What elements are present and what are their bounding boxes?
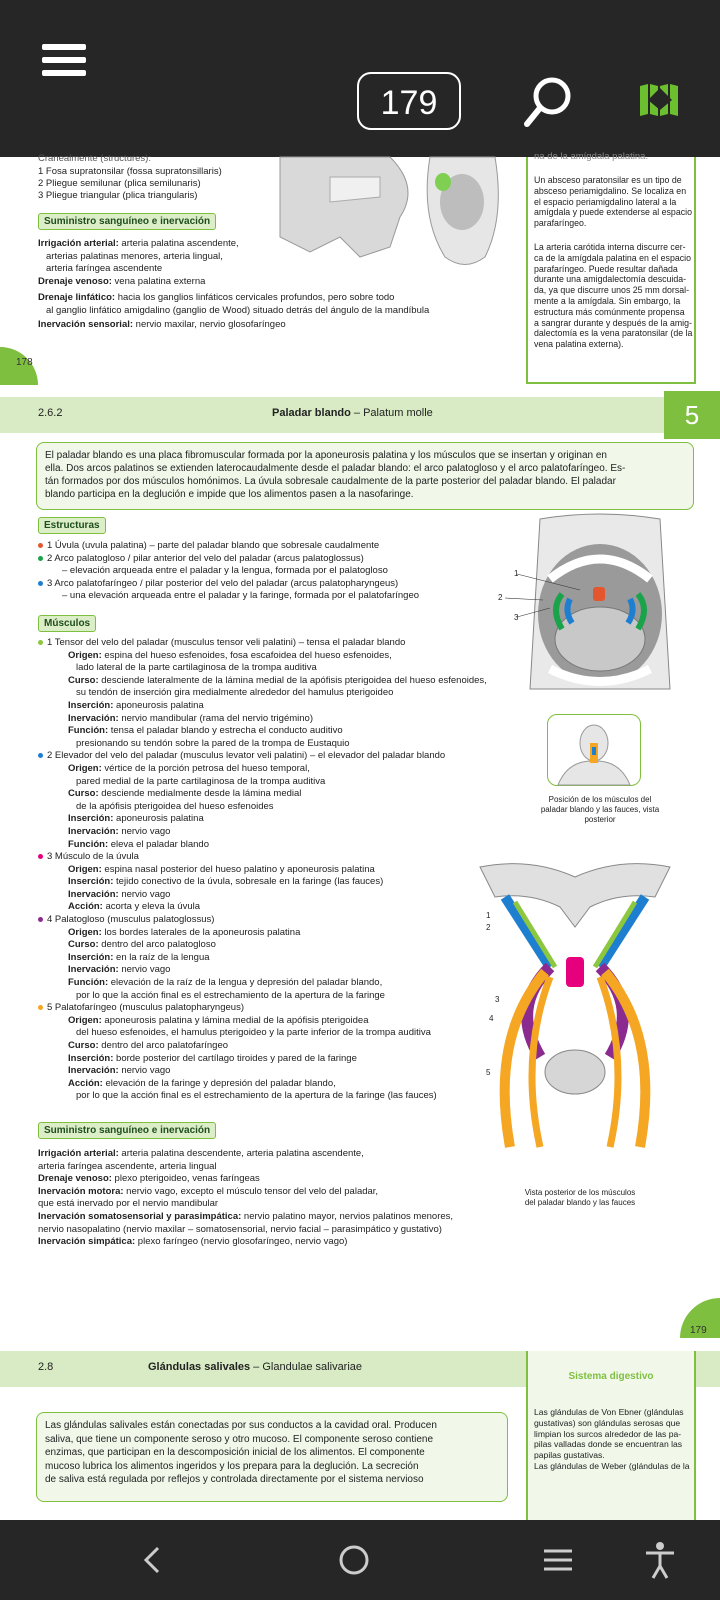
text: arteria faríngea ascendente bbox=[46, 263, 163, 274]
side-text: parafaríngeo. bbox=[534, 218, 587, 229]
musculos-label: Músculos bbox=[38, 615, 96, 632]
label: Drenaje venoso: bbox=[38, 276, 112, 287]
muscle-item: Inserción: aponeurosis palatina bbox=[68, 813, 204, 825]
muscle-item: Inserción: en la raíz de la lengua bbox=[68, 951, 210, 963]
label: Inervación sensorial: bbox=[38, 319, 134, 330]
section-title: Glándulas salivales bbox=[148, 1361, 251, 1373]
side-text: Las glándulas de Von Ebner (glándulas bbox=[534, 1407, 684, 1417]
side-text: parafaríngeo. Puede resultar dañada bbox=[534, 263, 678, 274]
supply-item: Irrigación arterial: arteria palatina descendente, arteria palatina ascendente, bbox=[38, 1148, 364, 1159]
muscle-item: su tendón de inserción gira medialmente alrededor del hamulus pterigoideo bbox=[76, 687, 394, 699]
side-text: pilas valladas donde se encuentran las bbox=[534, 1439, 683, 1450]
text: al ganglio linfático amigdalino (ganglio de Wood) situado detrás del ángulo de la mandíbula bbox=[46, 305, 430, 316]
side-text: amígdala y puede extenderse al espacio bbox=[534, 207, 692, 218]
figure-caption: Vista posterior de los músculos bbox=[524, 1188, 636, 1197]
supply-item: Inervación simpática: plexo faríngeo (nervio glosofaríngeo, nervio vago) bbox=[38, 1236, 348, 1248]
side-text: da, ya que discurre unos 25 mm dorsal- bbox=[534, 285, 689, 296]
figure-label: 1 bbox=[486, 911, 491, 920]
sidebar-note-box bbox=[526, 151, 696, 384]
system-nav-bar bbox=[0, 1520, 720, 1600]
document-page[interactable] bbox=[0, 151, 720, 1520]
text: hacia los ganglios linfáticos cervicales profundos, pero sobre todo bbox=[115, 292, 395, 303]
structure-item: – elevación arqueada entre el paladar y la lengua, formada por el palatogloso bbox=[62, 565, 388, 577]
supply-item: nervio nasopalatino (nervio maxilar – somatosensorial, nervio facial – parasimpático y gustativo) bbox=[38, 1223, 442, 1235]
bullet-icon bbox=[38, 1005, 43, 1010]
list-item: 3 Pliegue triangular (plica triangularis) bbox=[38, 190, 198, 201]
muscle-item: Inserción: borde posterior del cartílago tiroides y pared de la faringe bbox=[68, 1052, 357, 1064]
side-text: mente a la amígdala. Sin embargo, la bbox=[534, 295, 681, 306]
page-number-button[interactable]: 179 bbox=[357, 72, 461, 130]
muscle-item: Inserción: tejido conectivo de la úvula, sobresale en la faringe (las fauces) bbox=[68, 876, 384, 888]
label: Drenaje linfático: bbox=[38, 292, 116, 303]
palate-muscles-illustration bbox=[470, 857, 680, 1157]
muscle-item: lado lateral de la parte cartilaginosa de la trompa auditiva bbox=[76, 662, 317, 674]
page-number: 179 bbox=[690, 1325, 707, 1336]
muscle-item: 3 Músculo de la úvula bbox=[38, 851, 487, 864]
intro-text: El paladar blando es una placa fibromuscular formada por la aponeurosis palatina y los músculos que se insertan y originan en bbox=[45, 450, 607, 461]
figure-label: 1 bbox=[514, 569, 519, 578]
side-text: durante una amigdalectomía descuida- bbox=[534, 274, 687, 285]
chapter-tab: 5 bbox=[664, 391, 720, 439]
section-title-latin: – Palatum molle bbox=[350, 407, 433, 419]
text: vena palatina externa bbox=[111, 276, 206, 287]
head-sagittal-illustration bbox=[270, 157, 500, 272]
bullet-icon bbox=[38, 917, 43, 922]
muscle-item: Inervación: nervio vago bbox=[68, 888, 171, 900]
side-text: vena palatina externa). bbox=[534, 339, 624, 350]
intro-text: Las glándulas salivales están conectadas por sus conductos a la cavidad oral. Producen bbox=[45, 1420, 437, 1431]
bullet-icon bbox=[38, 543, 43, 548]
supply-label: Suministro sanguíneo e inervación bbox=[38, 1122, 216, 1139]
muscle-item: 1 Tensor del velo del paladar (musculus tensor veli palatini) – tensa el paladar blando bbox=[38, 637, 487, 650]
muscle-item: Curso: dentro del arco palatofaríngeo bbox=[68, 1040, 229, 1051]
structure-item: 3 Arco palatofaríngeo / pilar posterior del velo del paladar (arcus palatopharyngeus) bbox=[38, 578, 419, 591]
figure-label: 5 bbox=[486, 1068, 491, 1077]
muscle-item: presionando su tendón sobre la pared de la trompa de Eustaquio bbox=[76, 737, 350, 749]
supply-item: arteria faríngea ascendente, arteria lingual bbox=[38, 1160, 217, 1172]
side-text: ca de la amígdala palatina en el espacio bbox=[534, 252, 691, 263]
estructuras-label: Estructuras bbox=[38, 517, 106, 534]
side-text: absceso periamigdalino. Se localiza en bbox=[534, 185, 687, 196]
muscle-item: del hueso esfenoides, el hamulus pterigoideo y la parte inferior de la trompa auditiva bbox=[76, 1027, 431, 1039]
top-toolbar bbox=[0, 0, 720, 157]
list-item: 1 Fosa supratonsilar (fossa supratonsillaris) bbox=[38, 166, 222, 177]
muscle-item: Función: tensa el paladar blando y estrecha el conducto auditivo bbox=[68, 725, 343, 737]
muscle-item: 5 Palatofaríngeo (musculus palatopharyngeus) bbox=[38, 1002, 487, 1015]
side-text: gustativas) son glándulas serosas que bbox=[534, 1417, 681, 1428]
side-text: limpian los surcos alrededor de las pa- bbox=[534, 1428, 682, 1439]
side-text: estructura más comúnmente propensa bbox=[534, 306, 685, 317]
figure-label: 2 bbox=[486, 923, 491, 932]
supply-item: Drenaje venoso: plexo pterigoideo, venas faríngeas bbox=[38, 1173, 260, 1185]
supply-item: Inervación motora: nervio vago, excepto el músculo tensor del velo del paladar, bbox=[38, 1185, 379, 1197]
side-title: Sistema digestivo bbox=[568, 1371, 654, 1382]
muscle-item: Inervación: nervio vago bbox=[68, 964, 171, 976]
section-title-latin: – Glandulae salivariae bbox=[250, 1361, 363, 1373]
figure-label: 2 bbox=[498, 593, 503, 602]
intro-text: de saliva está regulada por reflejos y controlada directamente por el sistema nervioso bbox=[45, 1474, 424, 1485]
text: nervio maxilar, nervio glosofaríngeo bbox=[133, 319, 286, 330]
figure-caption: del paladar blando y las fauces bbox=[524, 1198, 636, 1207]
leader-lines bbox=[505, 570, 585, 620]
figure-label: 3 bbox=[514, 613, 519, 622]
muscle-item: Curso: desciende lateralmente de la lámina medial de la apófisis pterigoidea del hueso esfenoides, bbox=[68, 674, 487, 686]
muscle-item: Función: elevación de la raíz de la lengua y depresión del paladar blando, bbox=[68, 977, 383, 989]
bullet-icon bbox=[38, 753, 43, 758]
muscle-item: Inervación: nervio vago bbox=[68, 1065, 171, 1077]
intro-text: mucoso lubrica los alimentos ingeridos y los prepara para la deglución. La secreción bbox=[45, 1460, 419, 1472]
section-title: Paladar blando bbox=[272, 407, 351, 419]
side-cut-text: na de la amígdala palatina. bbox=[534, 151, 649, 162]
section-number: 2.8 bbox=[38, 1361, 54, 1373]
section-label: Suministro sanguíneo e inervación bbox=[38, 213, 216, 230]
intro-text: ella. Dos arcos palatinos se extienden laterocaudalmente desde el paladar blando: el arco palatogloso y el arco palatofaríngeo. Es- bbox=[45, 463, 626, 474]
cut-heading: Cranealmente (structures): bbox=[38, 153, 151, 164]
figure-caption: paladar blando y las fauces, vista bbox=[540, 805, 660, 814]
structure-item: 2 Arco palatogloso / pilar anterior del velo del paladar (arcus palatoglossus) bbox=[38, 553, 419, 566]
muscle-item: Curso: dentro del arco palatogloso bbox=[68, 939, 216, 951]
book-logo-icon[interactable] bbox=[638, 80, 682, 127]
page-number: 178 bbox=[16, 357, 33, 368]
muscle-item: Acción: acorta y eleva la úvula bbox=[68, 901, 201, 913]
muscle-item: Origen: espina nasal posterior del hueso palatino y aponeurosis palatina bbox=[68, 863, 375, 875]
bullet-icon bbox=[38, 640, 43, 645]
muscle-item: por lo que la acción final es el estrechamiento de la apertura de la faringe (las fauces) bbox=[76, 1090, 437, 1102]
muscle-item: Origen: aponeurosis palatina y lámina medial de la apófisis pterigoidea bbox=[68, 1014, 369, 1026]
muscle-item: Inervación: nervio mandibular (rama del nervio trigémino) bbox=[68, 712, 313, 724]
hamburger-menu-icon[interactable] bbox=[42, 44, 86, 76]
side-text: papilas gustativas. bbox=[534, 1450, 605, 1461]
accessibility-icon[interactable] bbox=[636, 1536, 684, 1584]
supply-item: Inervación somatosensorial y parasimpática: nervio palatino mayor, nervios palatinos menores, bbox=[38, 1210, 454, 1222]
intro-text: enzimas, que participan en la descomposición inicial de los alimentos. El componente bbox=[45, 1447, 425, 1458]
side-text: La arteria carótida interna discurre cer- bbox=[534, 242, 686, 252]
muscle-item: 2 Elevador del velo del paladar (musculus levator veli palatini) – el elevador del paladar blando bbox=[38, 750, 487, 763]
text: arterias palatinas menores, arteria lingual, bbox=[46, 251, 223, 262]
figure-caption: Posición de los músculos del bbox=[548, 795, 652, 804]
muscle-item: por lo que la acción final es el estrechamiento de la apertura de la faringe bbox=[76, 989, 385, 1001]
muscle-item: Curso: desciende medialmente desde la lámina medial bbox=[68, 788, 302, 800]
bullet-icon bbox=[38, 556, 43, 561]
section-number: 2.6.2 bbox=[38, 407, 63, 419]
bullet-icon bbox=[38, 854, 43, 859]
muscle-item: Acción: elevación de la faringe y depresión del paladar blando, bbox=[68, 1077, 336, 1089]
bullet-icon bbox=[38, 581, 43, 586]
side-note-box bbox=[526, 1351, 696, 1521]
side-text: dalectomía es la vena paratonsilar (de la bbox=[534, 328, 693, 339]
recents-icon[interactable] bbox=[534, 1536, 582, 1584]
list-item: 2 Pliegue semilunar (plica semilunaris) bbox=[38, 178, 201, 189]
muscle-item: pared medial de la parte cartilaginosa de la trompa auditiva bbox=[76, 775, 326, 787]
side-text: el espacio periamigdalino lateral a la bbox=[534, 196, 677, 207]
side-text: a sangrar durante y después de la amig- bbox=[534, 317, 692, 328]
muscle-item: Origen: espina del hueso esfenoides, fosa escafoidea del hueso esfenoides, bbox=[68, 649, 392, 661]
text: arteria palatina ascendente, bbox=[118, 238, 239, 249]
muscle-item: Inervación: nervio vago bbox=[68, 825, 171, 837]
structure-item: 1 Úvula (uvula palatina) – parte del paladar blando que sobresale caudalmente bbox=[38, 540, 419, 553]
muscle-item: 4 Palatogloso (musculus palatoglossus) bbox=[38, 914, 487, 927]
figure-caption: posterior bbox=[584, 815, 616, 824]
side-text: Las glándulas de Weber (glándulas de la bbox=[534, 1460, 690, 1471]
intro-box bbox=[36, 442, 694, 510]
structure-item: – una elevación arqueada entre el paladar y la faringe, formada por el palatofaríngeo bbox=[62, 590, 420, 602]
search-icon[interactable] bbox=[522, 76, 574, 137]
figure-label: 4 bbox=[489, 1014, 494, 1023]
head-thumbnail bbox=[547, 714, 641, 786]
muscle-item: de la apófisis pterigoidea del hueso esfenoides bbox=[76, 800, 274, 812]
side-text: Un absceso paratonsilar es un tipo de bbox=[534, 175, 682, 185]
muscle-item: Función: eleva el paladar blando bbox=[68, 838, 209, 850]
muscle-item: Origen: vértice de la porción petrosa del hueso temporal, bbox=[68, 762, 310, 774]
back-icon[interactable] bbox=[128, 1536, 176, 1584]
muscle-item: Origen: los bordes laterales de la aponeurosis palatina bbox=[68, 926, 301, 938]
intro-text: saliva, que tiene un componente seroso y otro mucoso. El componente seroso contiene bbox=[45, 1433, 434, 1445]
muscle-item: Inserción: aponeurosis palatina bbox=[68, 699, 204, 711]
intro-box bbox=[36, 1412, 508, 1502]
figure-label: 3 bbox=[495, 995, 500, 1004]
home-circle-icon[interactable] bbox=[330, 1536, 378, 1584]
supply-item: que está inervado por el nervio mandibular bbox=[38, 1198, 219, 1210]
section-header bbox=[0, 397, 720, 433]
intro-text: tán formados por dos músculos homónimos. La úvula sobresale caudalmente de la parte posterior del paladar blando. El paladar bbox=[45, 476, 616, 487]
intro-text: blando participa en la deglución e impide que los alimentos pasen a la nasofaringe. bbox=[45, 489, 414, 500]
label: Irrigación arterial: bbox=[38, 238, 119, 249]
